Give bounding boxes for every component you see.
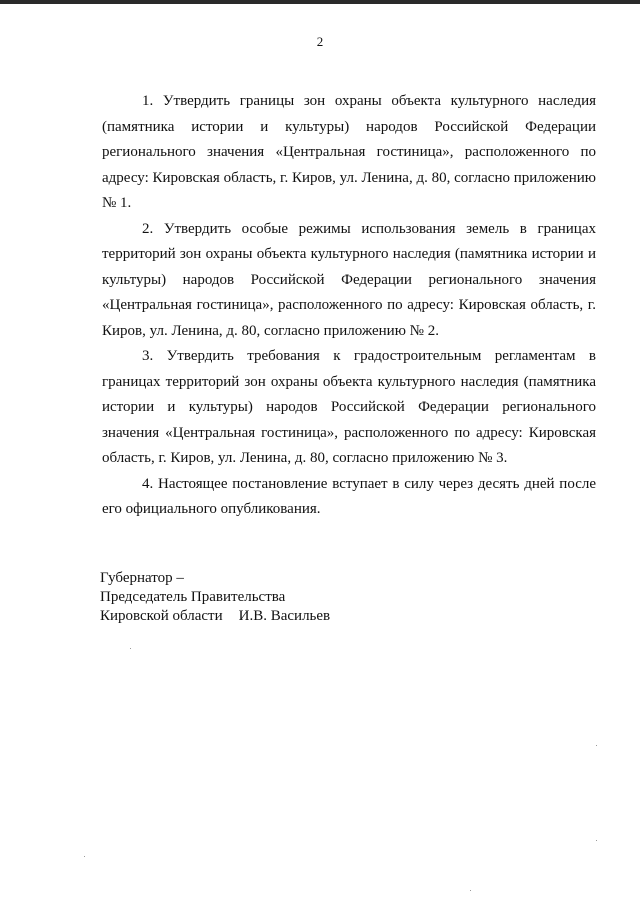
signature-line-3 (100, 607, 330, 626)
page-number: 2 (316, 34, 324, 49)
scan-speck (470, 890, 471, 891)
signature-position-line-1: Губернатор – (100, 570, 184, 586)
scan-speck (84, 856, 85, 857)
paragraph-2: 2. Утвердить особые режимы использования земель в границах территорий зон охраны объекта культурного наследия (памятника истории и культуры) народов Российской Федерации регионального значения «Центральная гостиница», расположенного по адресу: Кировская область, г. Киров, ул. Ленина, д. 80, согласно приложению № 2. (102, 220, 596, 339)
signature-block (100, 569, 330, 626)
scan-speck (596, 745, 597, 746)
paragraph-4: 4. Настоящее постановление вступает в силу через десять дней после его официального опубликования. (102, 475, 596, 517)
scan-speck (596, 840, 597, 841)
document-body (102, 89, 596, 523)
paragraph-3: 3. Утвердить требования к градостроительным регламентам в границах территорий зон охраны объекта культурного наследия (памятника истории и культуры) народов Российской Федерации регионального значения «Центральная гостиница», расположенного по адресу: Кировская область, г. Киров, ул. Ленина, д. 80, согласно приложению № 3. (102, 348, 596, 466)
scan-top-edge (0, 0, 640, 4)
signature-position-line-2: Председатель Правительства (100, 589, 286, 605)
signatory-name: И.В. Васильев (238, 608, 331, 624)
scan-speck (130, 648, 131, 649)
paragraph-1: 1. Утвердить границы зон охраны объекта культурного наследия (памятника истории и культуры) народов Российской Федерации регионального значения «Центральная гостиница», расположенного по адресу: Кировская область, г. Киров, ул. Ленина, д. 80, согласно приложению № 1. (102, 93, 596, 211)
signature-position-line-3: Кировской области (100, 608, 223, 624)
